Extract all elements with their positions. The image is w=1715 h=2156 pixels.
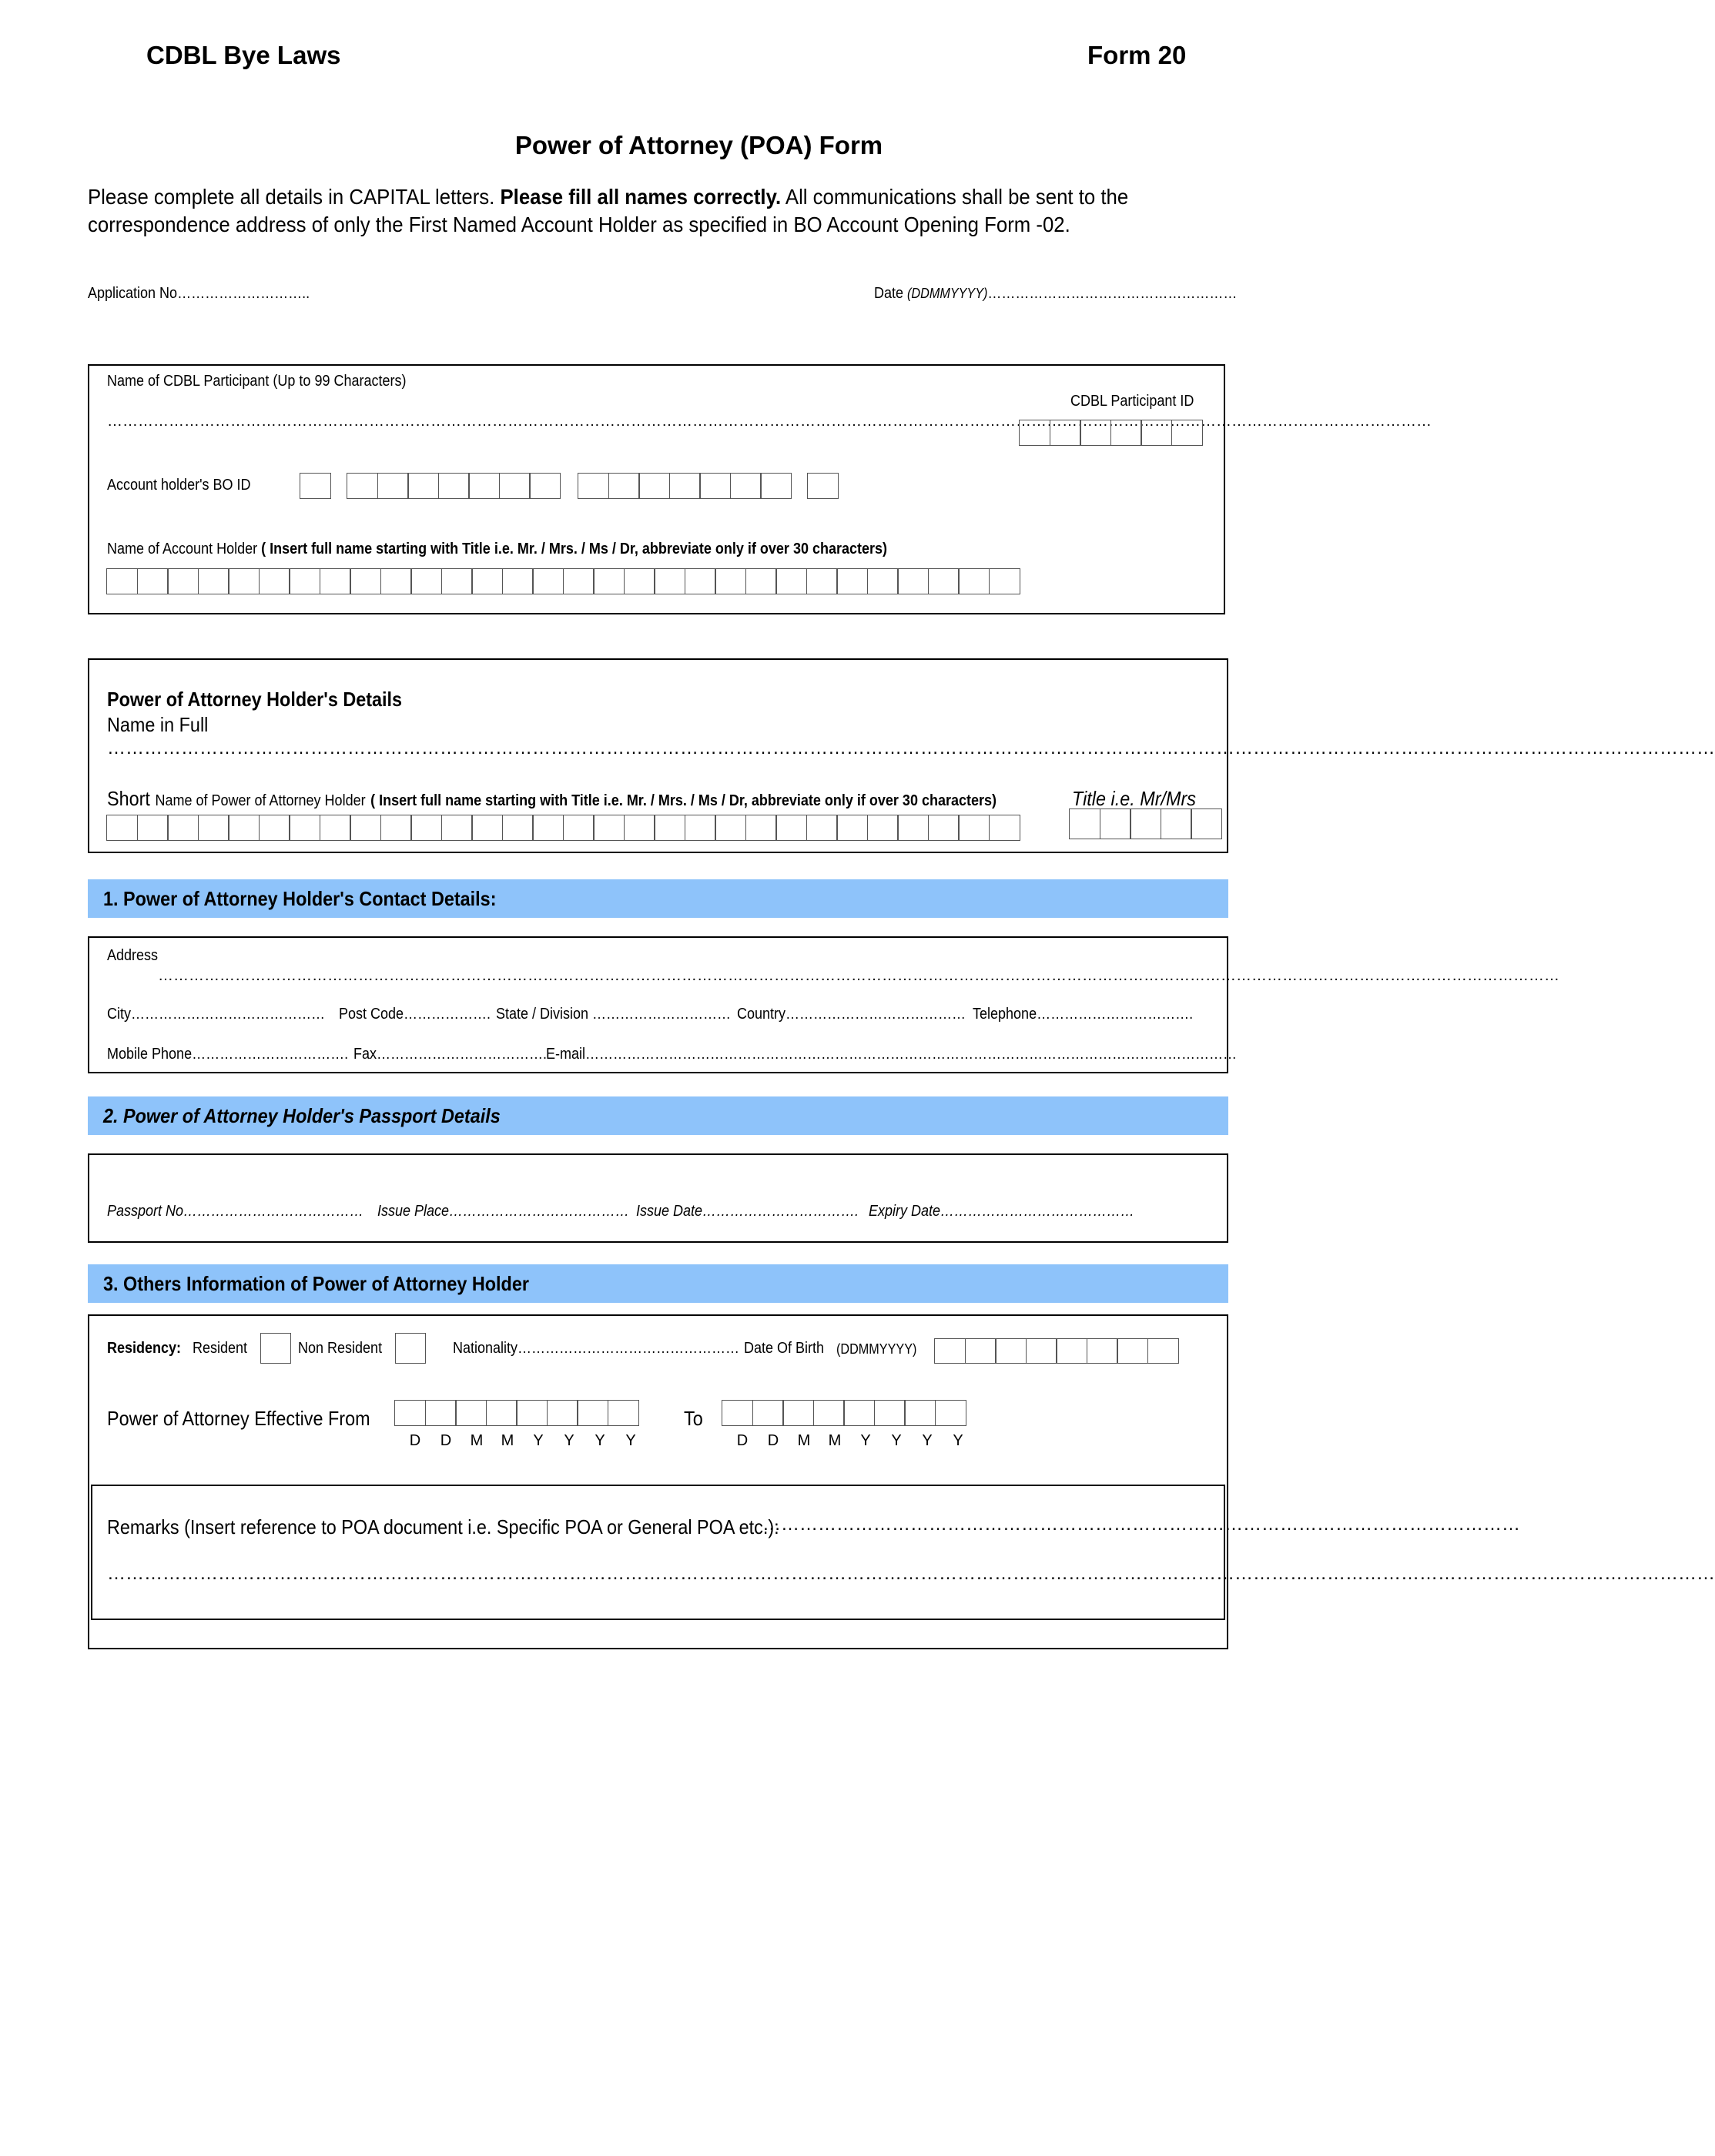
input-cell[interactable] [745,568,777,594]
intro-text-a: Please complete all details in CAPITAL letters. [88,185,501,209]
input-cell[interactable] [377,473,409,499]
date-dots: ……………………………………………… [987,285,1238,302]
name-in-full-input[interactable]: ……………………………………………………………………………………………………………………………………………………………………………………………………………………………………… [107,738,1715,758]
date-format-letter: Y [595,1432,605,1449]
input-cell[interactable] [807,473,839,499]
input-cell[interactable] [547,1400,578,1426]
input-cell[interactable] [468,473,500,499]
input-cell[interactable] [897,568,929,594]
input-cell[interactable] [563,815,595,841]
non-resident-checkbox[interactable] [395,1333,426,1364]
input-cell[interactable] [715,568,746,594]
residency-label-text: Residency: [107,1340,182,1357]
input-cell[interactable] [289,568,320,594]
date-format-letter: Y [625,1432,636,1449]
input-cell[interactable] [1110,420,1142,446]
input-cell[interactable] [486,1400,518,1426]
input-cell[interactable] [320,568,351,594]
postcode-field[interactable]: Post Code………………. [339,1006,491,1023]
city-field[interactable]: City…………………………………… [107,1006,326,1023]
effective-to-cells[interactable] [722,1400,965,1426]
input-cell[interactable] [813,1400,845,1426]
issue-date-field[interactable]: Issue Date……………………………. [636,1203,859,1220]
date-format-letter: Y [564,1432,574,1449]
dob-format: (DDMMYYYY) [836,1341,917,1357]
input-cell[interactable] [1019,420,1050,446]
input-cell[interactable] [1171,420,1203,446]
date-format-letter: D [440,1432,452,1449]
input-cell[interactable] [1069,808,1100,839]
input-cell[interactable] [380,815,412,841]
input-cell[interactable] [228,568,260,594]
input-cell[interactable] [1056,1338,1087,1364]
date-format-letter: D [736,1432,749,1449]
input-cell[interactable] [1141,420,1172,446]
input-cell[interactable] [300,473,331,499]
input-cell[interactable] [259,815,290,841]
input-cell[interactable] [1087,1338,1118,1364]
input-cell[interactable] [499,473,531,499]
input-cell[interactable] [897,815,929,841]
input-cell[interactable] [563,568,595,594]
input-cell[interactable] [1130,808,1161,839]
input-cell[interactable] [593,568,625,594]
input-cell[interactable] [669,473,701,499]
input-cell[interactable] [394,1400,426,1426]
expiry-date-field[interactable]: Expiry Date…………………………………… [869,1203,1135,1220]
input-cell[interactable] [836,568,868,594]
input-cell[interactable] [989,815,1020,841]
state-field[interactable]: State / Division ………………………… [496,1006,732,1023]
country-field[interactable]: Country………………………………… [737,1006,966,1023]
input-cell[interactable] [259,568,290,594]
effective-from-label: Power of Attorney Effective From [107,1407,370,1430]
input-cell[interactable] [529,473,561,499]
input-cell[interactable] [471,815,503,841]
section-3-title: 3. Others Information of Power of Attorney Holder [103,1272,529,1295]
remarks-input-line-1[interactable]: …………………………………………………………………………………………………………… [762,1514,1520,1535]
poa-details-heading: Power of Attorney Holder's Details [107,688,403,711]
date-format-letter: M [470,1432,484,1449]
input-cell[interactable] [782,1400,814,1426]
short-name-label [107,787,997,811]
input-cell[interactable] [958,568,990,594]
input-cell[interactable] [167,568,199,594]
input-cell[interactable] [577,1400,608,1426]
name-in-full-label: Name in Full [107,713,209,736]
address-label: Address [107,947,159,964]
input-cell[interactable] [532,568,564,594]
input-cell[interactable] [760,473,792,499]
issue-place-field[interactable]: Issue Place………………………………… [377,1203,630,1220]
mobile-field[interactable]: Mobile Phone……………………………. [107,1046,349,1063]
input-cell[interactable] [347,473,378,499]
participant-id-cells[interactable] [1019,420,1201,446]
input-cell[interactable] [1117,1338,1148,1364]
intro-line-2: correspondence address of only the First Named Account Holder as specified in BO Account Opening Form -02. [88,213,1070,236]
participant-id-label: CDBL Participant ID [1070,393,1194,410]
passport-details-section [88,1153,1228,1243]
input-cell[interactable] [867,815,899,841]
page-title: Power of Attorney (POA) Form [514,131,883,159]
input-cell[interactable] [407,473,439,499]
section-3-header [88,1264,1228,1303]
input-cell[interactable] [608,473,640,499]
short-name-cells[interactable] [106,815,1019,841]
bo-id-cells-2[interactable] [347,473,560,499]
fax-field[interactable]: Fax………………………………. [353,1046,548,1063]
input-cell[interactable] [608,1400,639,1426]
date-format-letter: Y [891,1432,902,1449]
application-no-field[interactable]: Application No……………………….. [88,285,310,302]
input-cell[interactable] [904,1400,936,1426]
input-cell[interactable] [350,815,381,841]
remarks-input-line-2[interactable]: ……………………………………………………………………………………………………………………………………………………………………………………………………………………………………… [107,1563,1715,1584]
input-cell[interactable] [228,815,260,841]
input-cell[interactable] [989,568,1020,594]
bo-id-cells-3[interactable] [578,473,791,499]
bye-laws-header: CDBL Bye Laws [146,41,341,69]
account-holder-label-text: Name of Account Holder [107,541,258,557]
dob-label: Date Of Birth [744,1340,825,1357]
dob-cells[interactable] [934,1338,1177,1364]
input-cell[interactable] [380,568,412,594]
date-format-letter: Y [533,1432,544,1449]
date-format-letter: Y [922,1432,933,1449]
input-cell[interactable] [289,815,320,841]
input-cell[interactable] [1147,1338,1179,1364]
input-cell[interactable] [730,473,762,499]
input-cell[interactable] [874,1400,906,1426]
input-cell[interactable] [722,1400,753,1426]
participant-name-label: Name of CDBL Participant (Up to 99 Characters) [107,373,407,390]
bo-id-label: Account holder's BO ID [107,477,251,494]
input-cell[interactable] [137,568,169,594]
input-cell[interactable] [438,473,470,499]
input-cell[interactable] [958,815,990,841]
input-cell[interactable] [593,815,625,841]
input-cell[interactable] [843,1400,875,1426]
title-cells[interactable] [1069,808,1221,839]
section-1-header [88,879,1228,918]
input-cell[interactable] [806,568,838,594]
input-cell[interactable] [198,815,229,841]
instructions [88,183,1137,239]
input-cell[interactable] [1026,1338,1057,1364]
title-label: Title i.e. Mr/Mrs [1072,787,1197,810]
input-cell[interactable] [745,815,777,841]
input-cell[interactable] [471,568,503,594]
input-cell[interactable] [516,1400,548,1426]
input-cell[interactable] [455,1400,487,1426]
short-label: Short [107,787,150,810]
input-cell[interactable] [715,815,746,841]
input-cell[interactable] [198,568,229,594]
section-1-title: 1. Power of Attorney Holder's Contact Details: [103,887,497,910]
input-cell[interactable] [502,815,534,841]
input-cell[interactable] [995,1338,1027,1364]
input-cell[interactable] [1100,808,1131,839]
intro-bold: Please fill all names correctly. [500,185,782,209]
address-input[interactable]: ………………………………………………………………………………………………………………………………………………………………………………………………………………………………………………… [158,967,1559,984]
input-cell[interactable] [752,1400,784,1426]
date-format-letter: M [501,1432,514,1449]
input-cell[interactable] [1161,808,1192,839]
resident-label: Resident [193,1340,248,1357]
input-cell[interactable] [928,568,960,594]
input-cell[interactable] [578,473,609,499]
telephone-field[interactable]: Telephone……………………………. [973,1006,1194,1023]
input-cell[interactable] [935,1400,966,1426]
input-cell[interactable] [699,473,731,499]
input-cell[interactable] [410,568,442,594]
input-cell[interactable] [1191,808,1222,839]
input-cell[interactable] [654,815,685,841]
date-format-letter: Y [860,1432,871,1449]
input-cell[interactable] [934,1338,966,1364]
bo-id-cells-1[interactable] [300,473,330,499]
input-cell[interactable] [320,815,351,841]
input-cell[interactable] [532,815,564,841]
account-holder-label [107,541,887,558]
input-cell[interactable] [928,815,960,841]
short-label-small: Name of Power of Attorney Holder [155,792,366,809]
input-cell[interactable] [638,473,670,499]
date-format-letter: Y [953,1432,963,1449]
remarks-label: Remarks (Insert reference to POA document i.e. Specific POA or General POA etc.): [107,1515,779,1538]
input-cell[interactable] [167,815,199,841]
input-cell[interactable] [965,1338,997,1364]
intro-text-b: All communications shall be sent to the [781,185,1129,209]
input-cell[interactable] [1080,420,1111,446]
date-format-letter: M [828,1432,842,1449]
input-cell[interactable] [425,1400,457,1426]
passport-no-field[interactable]: Passport No………………………………… [107,1203,364,1220]
section-2-title: 2. Power of Attorney Holder's Passport Details [103,1104,501,1127]
input-cell[interactable] [410,815,442,841]
date-format: (DDMMYYYY) [907,286,988,301]
date-field[interactable] [874,285,1237,303]
input-cell[interactable] [106,568,138,594]
input-cell[interactable] [806,815,838,841]
date-format-letter: D [767,1432,779,1449]
effective-from-format [400,1432,646,1450]
input-cell[interactable] [836,815,868,841]
nationality-field[interactable]: Nationality………………………………………… [453,1340,740,1357]
input-cell[interactable] [654,568,685,594]
account-holder-hint: ( Insert full name starting with Title i.e. Mr. / Mrs. / Ms / Dr, abbreviate only if over 30 characters) [261,541,888,557]
date-format-letter: M [797,1432,811,1449]
email-field[interactable]: E-mail…………………………………………………………………………………………………………………………… [546,1046,1238,1063]
input-cell[interactable] [775,568,807,594]
date-format-letter: D [409,1432,421,1449]
input-cell[interactable] [441,815,473,841]
effective-to-format [727,1432,973,1450]
remarks-box [91,1485,1715,1620]
to-label: To [684,1407,703,1430]
participant-name-input[interactable]: …………………………………………………………………………………………………………………………………………………………………………………………………………………………………… [107,413,1432,430]
input-cell[interactable] [502,568,534,594]
input-cell[interactable] [775,815,807,841]
non-resident-label: Non Resident [298,1340,383,1357]
section-2-header [88,1096,1228,1135]
input-cell[interactable] [350,568,381,594]
input-cell[interactable] [106,815,138,841]
input-cell[interactable] [685,815,716,841]
short-hint: ( Insert full name starting with Title i.e. Mr. / Mrs. / Ms / Dr, abbreviate only if over 30 characters) [370,792,997,809]
residency-label [107,1340,181,1358]
form-number: Form 20 [1087,41,1187,69]
input-cell[interactable] [867,568,899,594]
input-cell[interactable] [624,815,655,841]
date-label: Date [874,285,904,302]
bo-id-cells-4[interactable] [807,473,838,499]
input-cell[interactable] [685,568,716,594]
input-cell[interactable] [441,568,473,594]
input-cell[interactable] [1050,420,1081,446]
input-cell[interactable] [624,568,655,594]
effective-from-cells[interactable] [394,1400,638,1426]
resident-checkbox[interactable] [260,1333,291,1364]
input-cell[interactable] [137,815,169,841]
account-holder-cells[interactable] [106,568,1019,594]
